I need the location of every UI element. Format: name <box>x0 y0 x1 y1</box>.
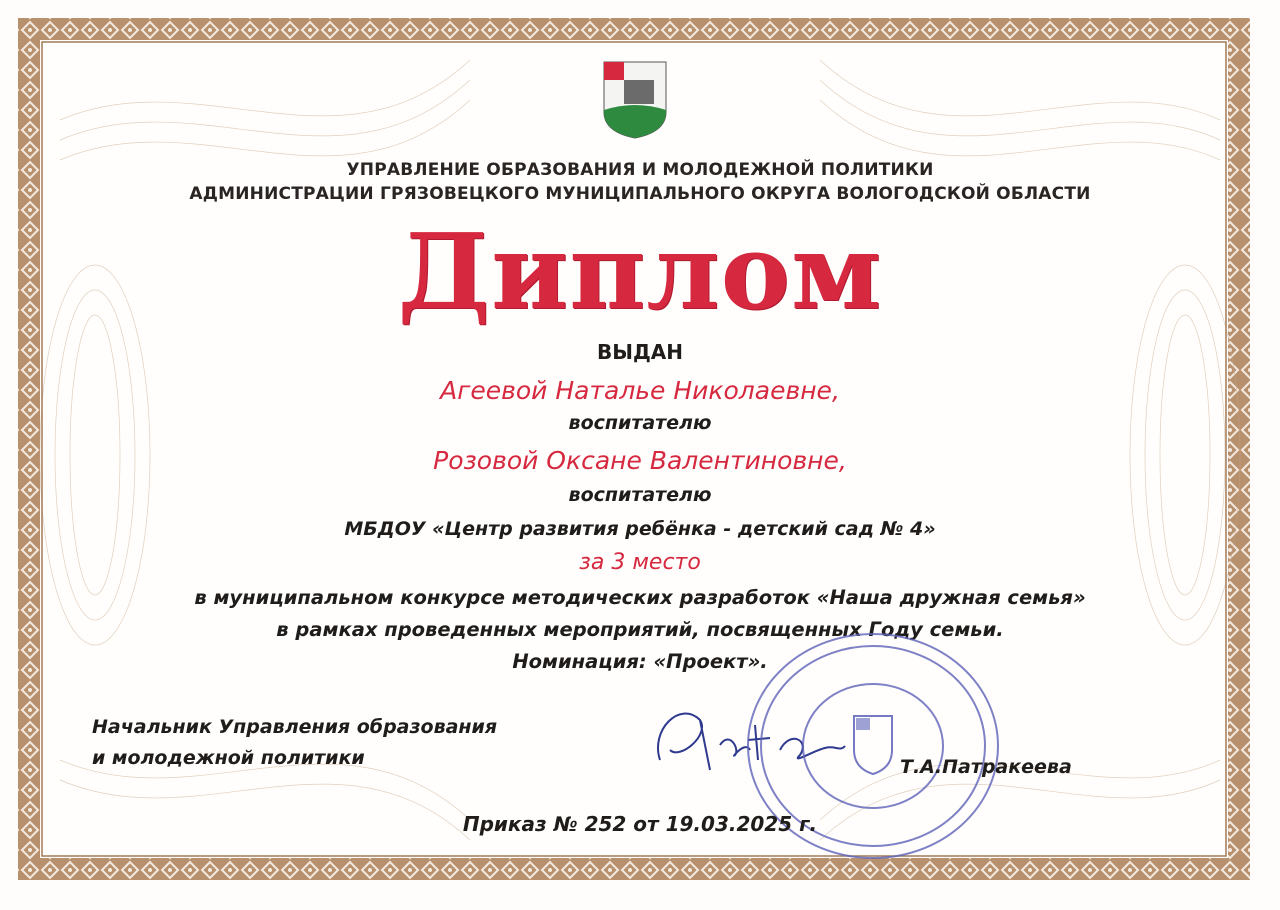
organization-name: МБДОУ «Центр развития ребёнка - детский сад № 4» <box>344 518 936 540</box>
issuer-line-2: АДМИНИСТРАЦИИ ГРЯЗОВЕЦКОГО МУНИЦИПАЛЬНОГО ОКРУГА ВОЛОГОДСКОЙ ОБЛАСТИ <box>189 184 1091 204</box>
signer-position-line-1: Начальник Управления образования <box>92 716 498 738</box>
issuer-line-1: УПРАВЛЕНИЕ ОБРАЗОВАНИЯ И МОЛОДЕЖНОЙ ПОЛИТИКИ <box>346 160 934 180</box>
event-context: в рамках проведенных мероприятий, посвященных Году семьи. <box>276 618 1004 641</box>
award-place: за 3 место <box>579 550 701 575</box>
coat-of-arms-icon <box>602 60 668 140</box>
nomination-text: Номинация: «Проект». <box>512 650 768 673</box>
order-reference: Приказ № 252 от 19.03.2025 г. <box>462 812 818 836</box>
recipient-role-1: воспитателю <box>568 412 712 434</box>
contest-description: в муниципальном конкурсе методических разработок «Наша дружная семья» <box>194 586 1086 609</box>
signer-name: Т.А.Патракеева <box>900 756 1072 778</box>
recipient-role-2: воспитателю <box>568 484 712 506</box>
recipient-name-1: Агеевой Наталье Николаевне, <box>440 376 840 405</box>
signer-position-line-2: и молодежной политики <box>92 747 365 769</box>
issued-label: ВЫДАН <box>597 340 683 364</box>
signer-position <box>92 712 497 774</box>
recipient-name-2: Розовой Оксане Валентиновне, <box>433 446 847 475</box>
diploma-title: Диплом <box>397 210 883 333</box>
